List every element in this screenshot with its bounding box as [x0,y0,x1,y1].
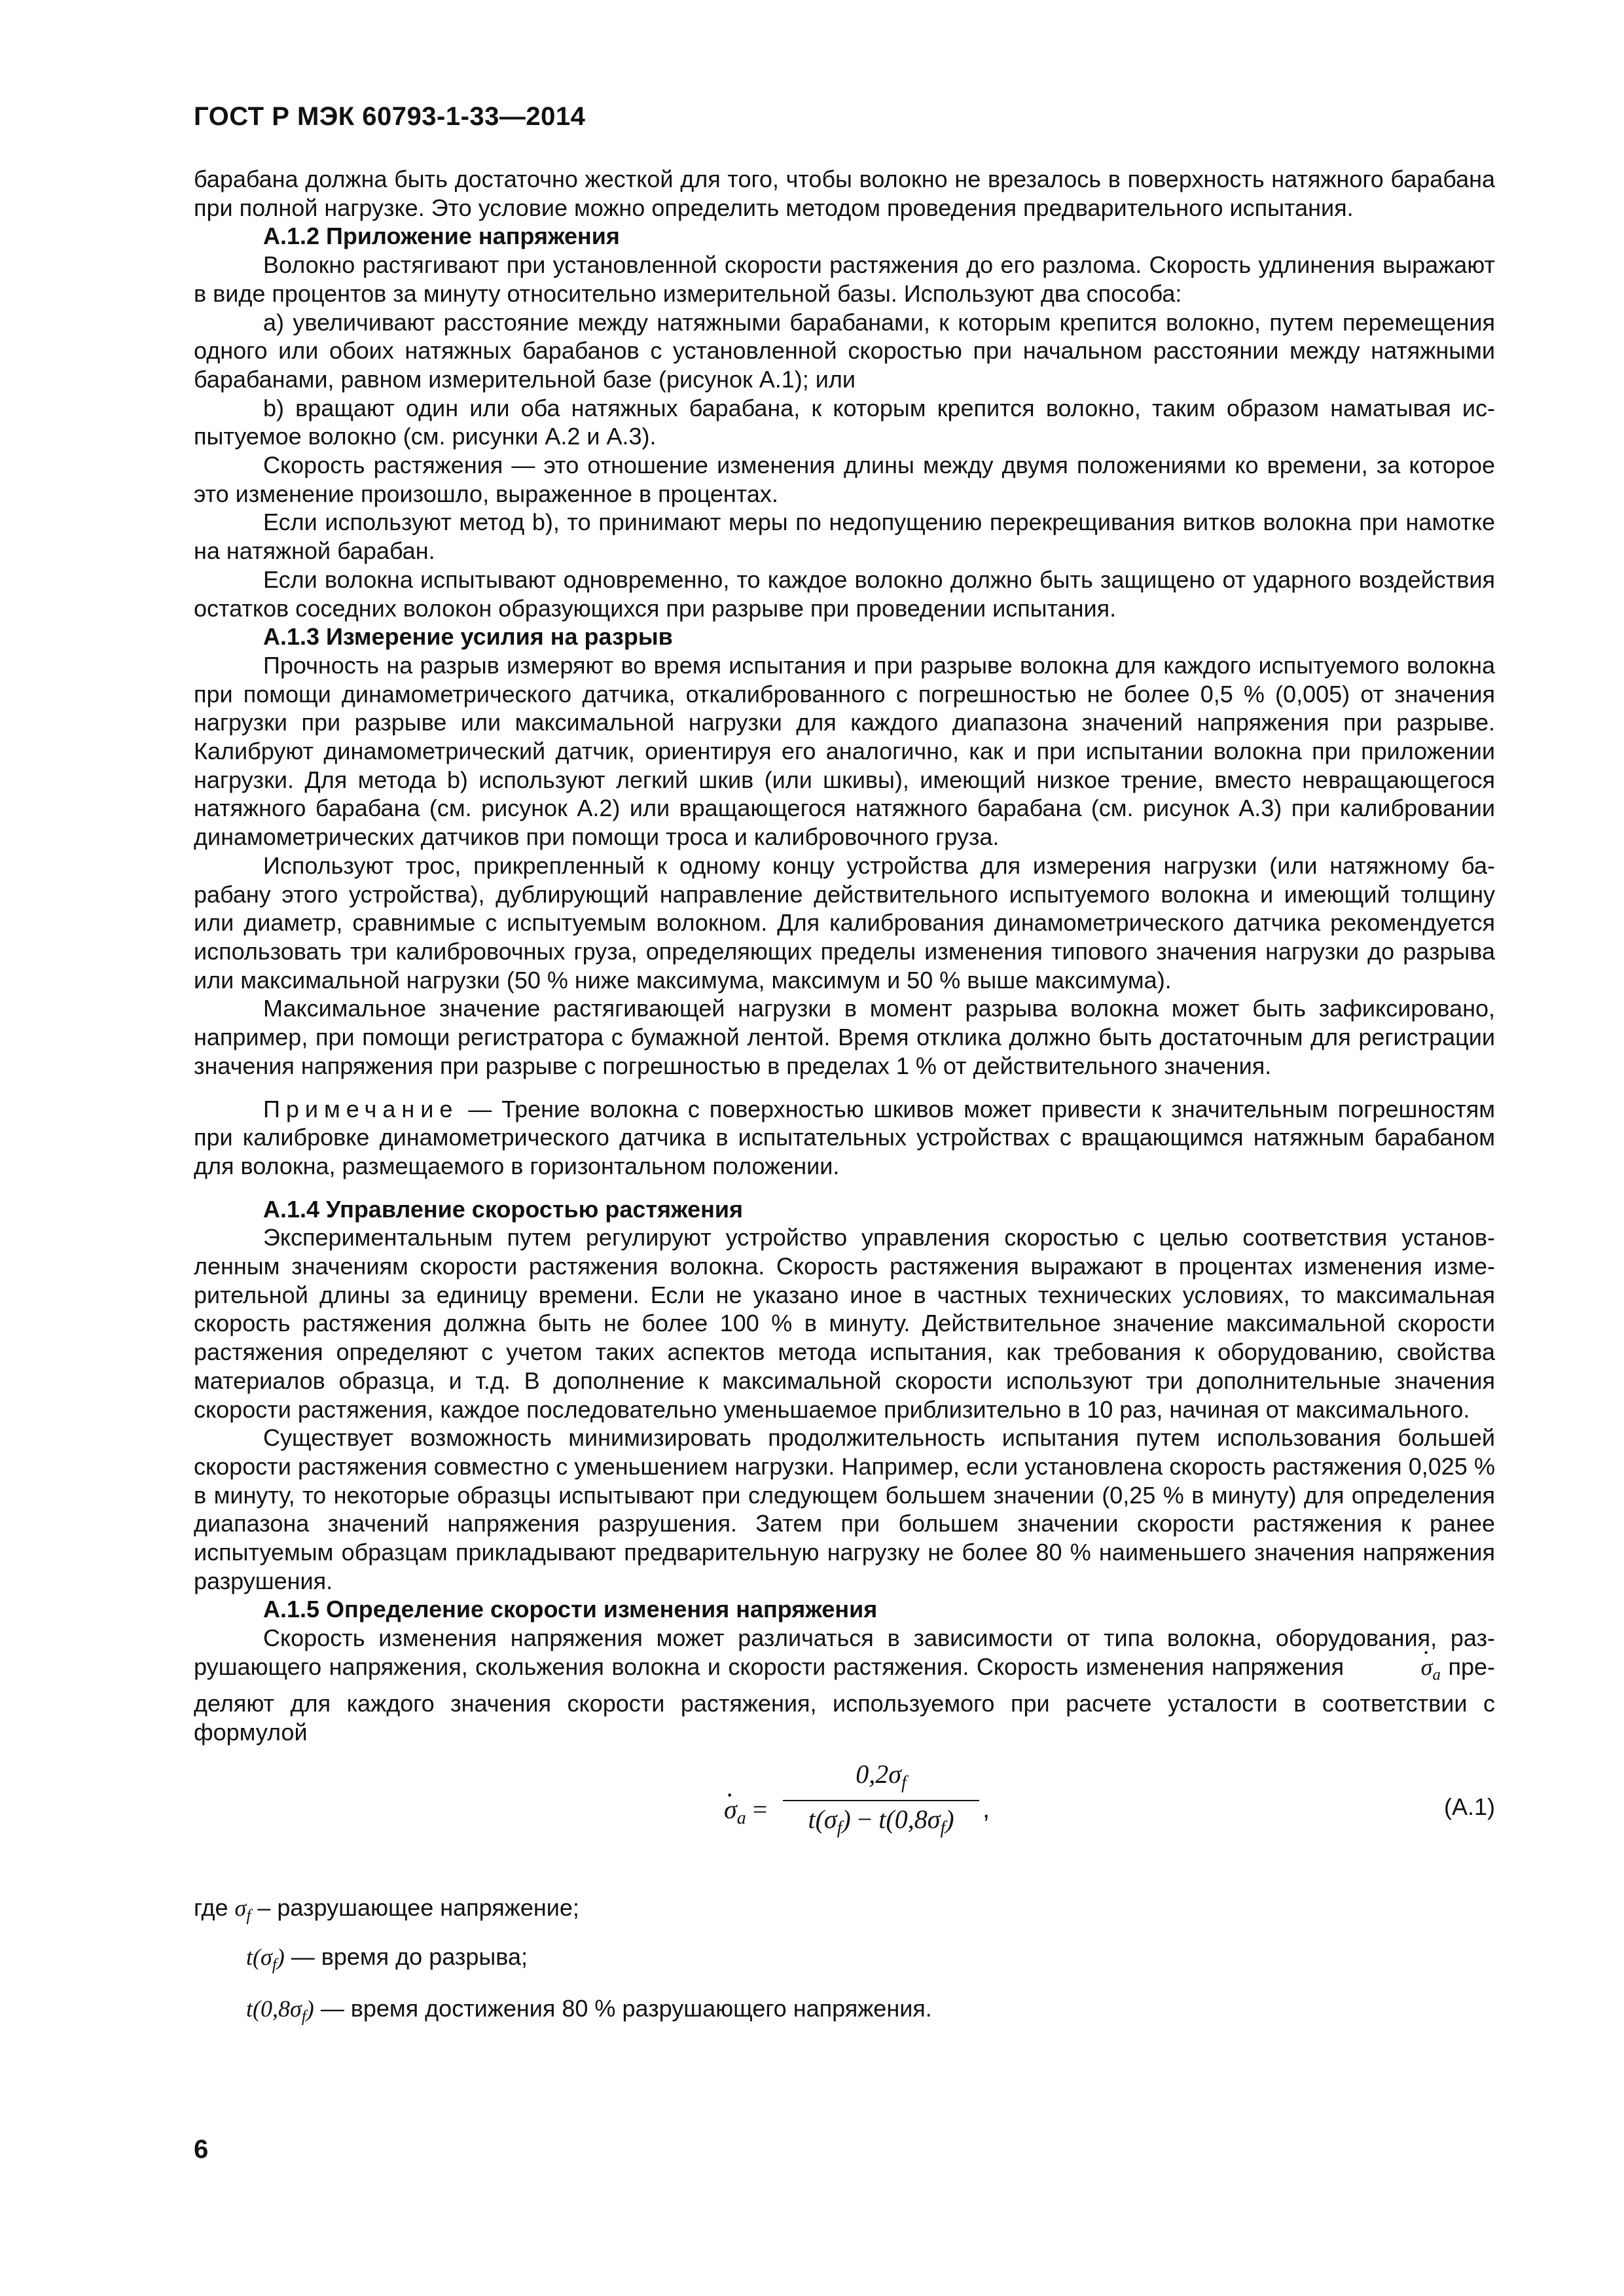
section-heading-a14: А.1.4 Управление скоростью растяжения [263,1195,744,1223]
main-content [194,165,1495,2038]
where-item-1: где $\sigma_f$ – разрушающее напряжение; [194,1893,579,1925]
paragraph: а) увеличивают расстояние между натяжными барабанами, к которым крепится волокно, путем перемещения одного или обоих натяжных барабанов с установленной скоростью при начальном расстоянии между натяжными барабанами, равном измерительной базе (рисунок А.1); или [194,308,1495,393]
paragraph: Прочность на разрыв измеряют во время испытания и при разрыве волокна для каждого испытуемого волокна при помощи динамометрического датчика, откалиброванного с погрешностью не более 0,5 % (0,005) от значения нагрузки при разрыве или максимальной нагрузки для каждого диапазона значений напряжения при разрыве. Калибруют динамометрический датчик, ориентируя его аналогично, как и при испытании волокна при приложении нагрузки. Для метода b) используют легкий шкив (или шкивы), имеющий низкое трение, вместо невращающегося натяжного барабана (см. рисунок А.2) или вращающегося натяжного барабана (см. рисунок А.3) при калибровании динамометрических датчиков при помощи троса и калибровочного груза. [194,651,1495,851]
note-text: — Трение волокна с поверхностью шкивов может привести к значительным погрешностям при калибровке динамометрического датчика в испытательных устройствах с вращающимся натяжным барабаном для волокна, размещаемого в горизонтальном положении. [194,1095,1495,1179]
section-heading-a13: А.1.3 Измерение усилия на разрыв [263,623,673,651]
paragraph: Если используют метод b), то принимают меры по недопущению перекрещивания витков волокна при намотке на натяжной барабан. [194,509,1495,565]
formula-fraction [783,1760,979,1842]
formula-denominator: $t(\sigma_f) - t(0,8\sigma_f)$ [783,1800,979,1842]
paragraph: Используют трос, прикрепленный к одному концу устройства для измерения нагрузки (или натяжному барабану этого устройства), дублирующий направление действительного испытуемого волокна и имеющий толщину или диаметр, сравнимые с испытуемым волокном. Для калибрования динамометрического датчика рекомендуется использовать три калибровочных груза, определяющих пределы изменения типового значения нагрузки до разрыва или максимальной нагрузки (50 % ниже максимума, максимум и 50 % выше максимума). [194,852,1495,994]
section-heading-a15: А.1.5 Определение скорости изменения напряжения [263,1596,878,1623]
paragraph: барабана должна быть достаточно жесткой для того, чтобы волокно не врезалось в поверхность натяжного барабана при полной нагрузке. Это условие можно определить методом проведения предварительного испытания. [194,166,1495,221]
paragraph: Если волокна испытывают одновременно, то каждое волокно должно быть защищено от ударного воздействия остатков соседних волокон образующихся при разрыве при проведении испытания. [194,565,1495,622]
note [194,1095,1495,1181]
paragraph: b) вращают один или оба натяжных барабана, к которым крепится волокно, таким образом наматывая испытуемое волокно (см. рисунки А.2 и А.3). [194,394,1495,450]
formula-comma: , [983,1794,990,1823]
formula-a1 [194,1760,1495,1858]
note-label: Примечание [263,1095,459,1122]
formula-lhs: · $\sigma_a$ = [724,1795,767,1833]
formula-numerator: $0,2\sigma_f$ [856,1759,907,1793]
where-item-3: $t(0,8\sigma_f)$ — время достижения 80 % разрушающего напряжения. [246,1994,932,2026]
stress-rate-symbol: · $\sigma_a$ [1352,1654,1441,1680]
paragraph: Максимальное значение растягивающей нагрузки в момент разрыва волокна может быть зафиксировано, например, при помощи регистратора с бумажной лентой. Время отклика должно быть достаточным для регистрации значения напряжения при разрыве с погрешностью в пределах 1 % от действительного значения. [194,995,1495,1079]
paragraph: Волокно растягивают при установленной скорости растяжения до его разлома. Скорость удлинения выражают в виде процентов за минуту относительно измерительной базы. Используют два способа: [194,251,1495,307]
paragraph: Существует возможность минимизировать продолжительность испытания путем использования большей скорости растяжения совместно с уменьшением нагрузки. Например, если установлена скорость растяжения 0,025 % в минуту, то некоторые образцы испытывают при следующем большем значении (0,25 % в минуту) для определения диапазона значений напряжения разрушения. Затем при большем значении скорости растяжения к ранее испытуемым образцам прикладывают предварительную нагрузку не более 80 % наименьшего значения напряжения разрушения. [194,1424,1495,1594]
paragraph-with-symbol: Скорость изменения напряжения может различаться в зависимости от типа волокна, оборудования, разрушающего напряжения, скольжения волокна и скорости растяжения. Скорость изменения напряжения · $\sigma_a$ пределяют для каждого значения скорости растяжения, используемого при расчете усталости в соответствии с формулой [194,1624,1495,1746]
page-number: 6 [194,2135,209,2164]
paragraph: Экспериментальным путем регулируют устройство управления скоростью с целью соответствия установленным значениям скорости растяжения волокна. Скорость растяжения выражают в процентах изменения измерительной длины за единицу времени. Если не указано иное в частных технических условиях, то максимальная скорость растяжения должна быть не более 100 % в минуту. Действительное значение максимальной скорости растяжения определяют с учетом таких аспектов метода испытания, как требования к оборудованию, свойства материалов образца, и т.д. В дополнение к максимальной скорости используют три дополнительные значения скорости растяжения, каждое последовательно уменьшаемое приблизительно в 10 раз, начиная от максимального. [194,1224,1495,1423]
formula-number: (А.1) [1443,1793,1495,1820]
paragraph: Скорость растяжения — это отношение изменения длины между двумя положениями ко времени, за которое это изменение произошло, выраженное в процентах. [194,452,1495,507]
section-heading-a12: А.1.2 Приложение напряжения [263,223,620,250]
document-header: ГОСТ Р МЭК 60793-1-33—2014 [194,102,586,131]
where-item-2: $t(\sigma_f)$ — время до разрыва; [246,1943,528,1974]
